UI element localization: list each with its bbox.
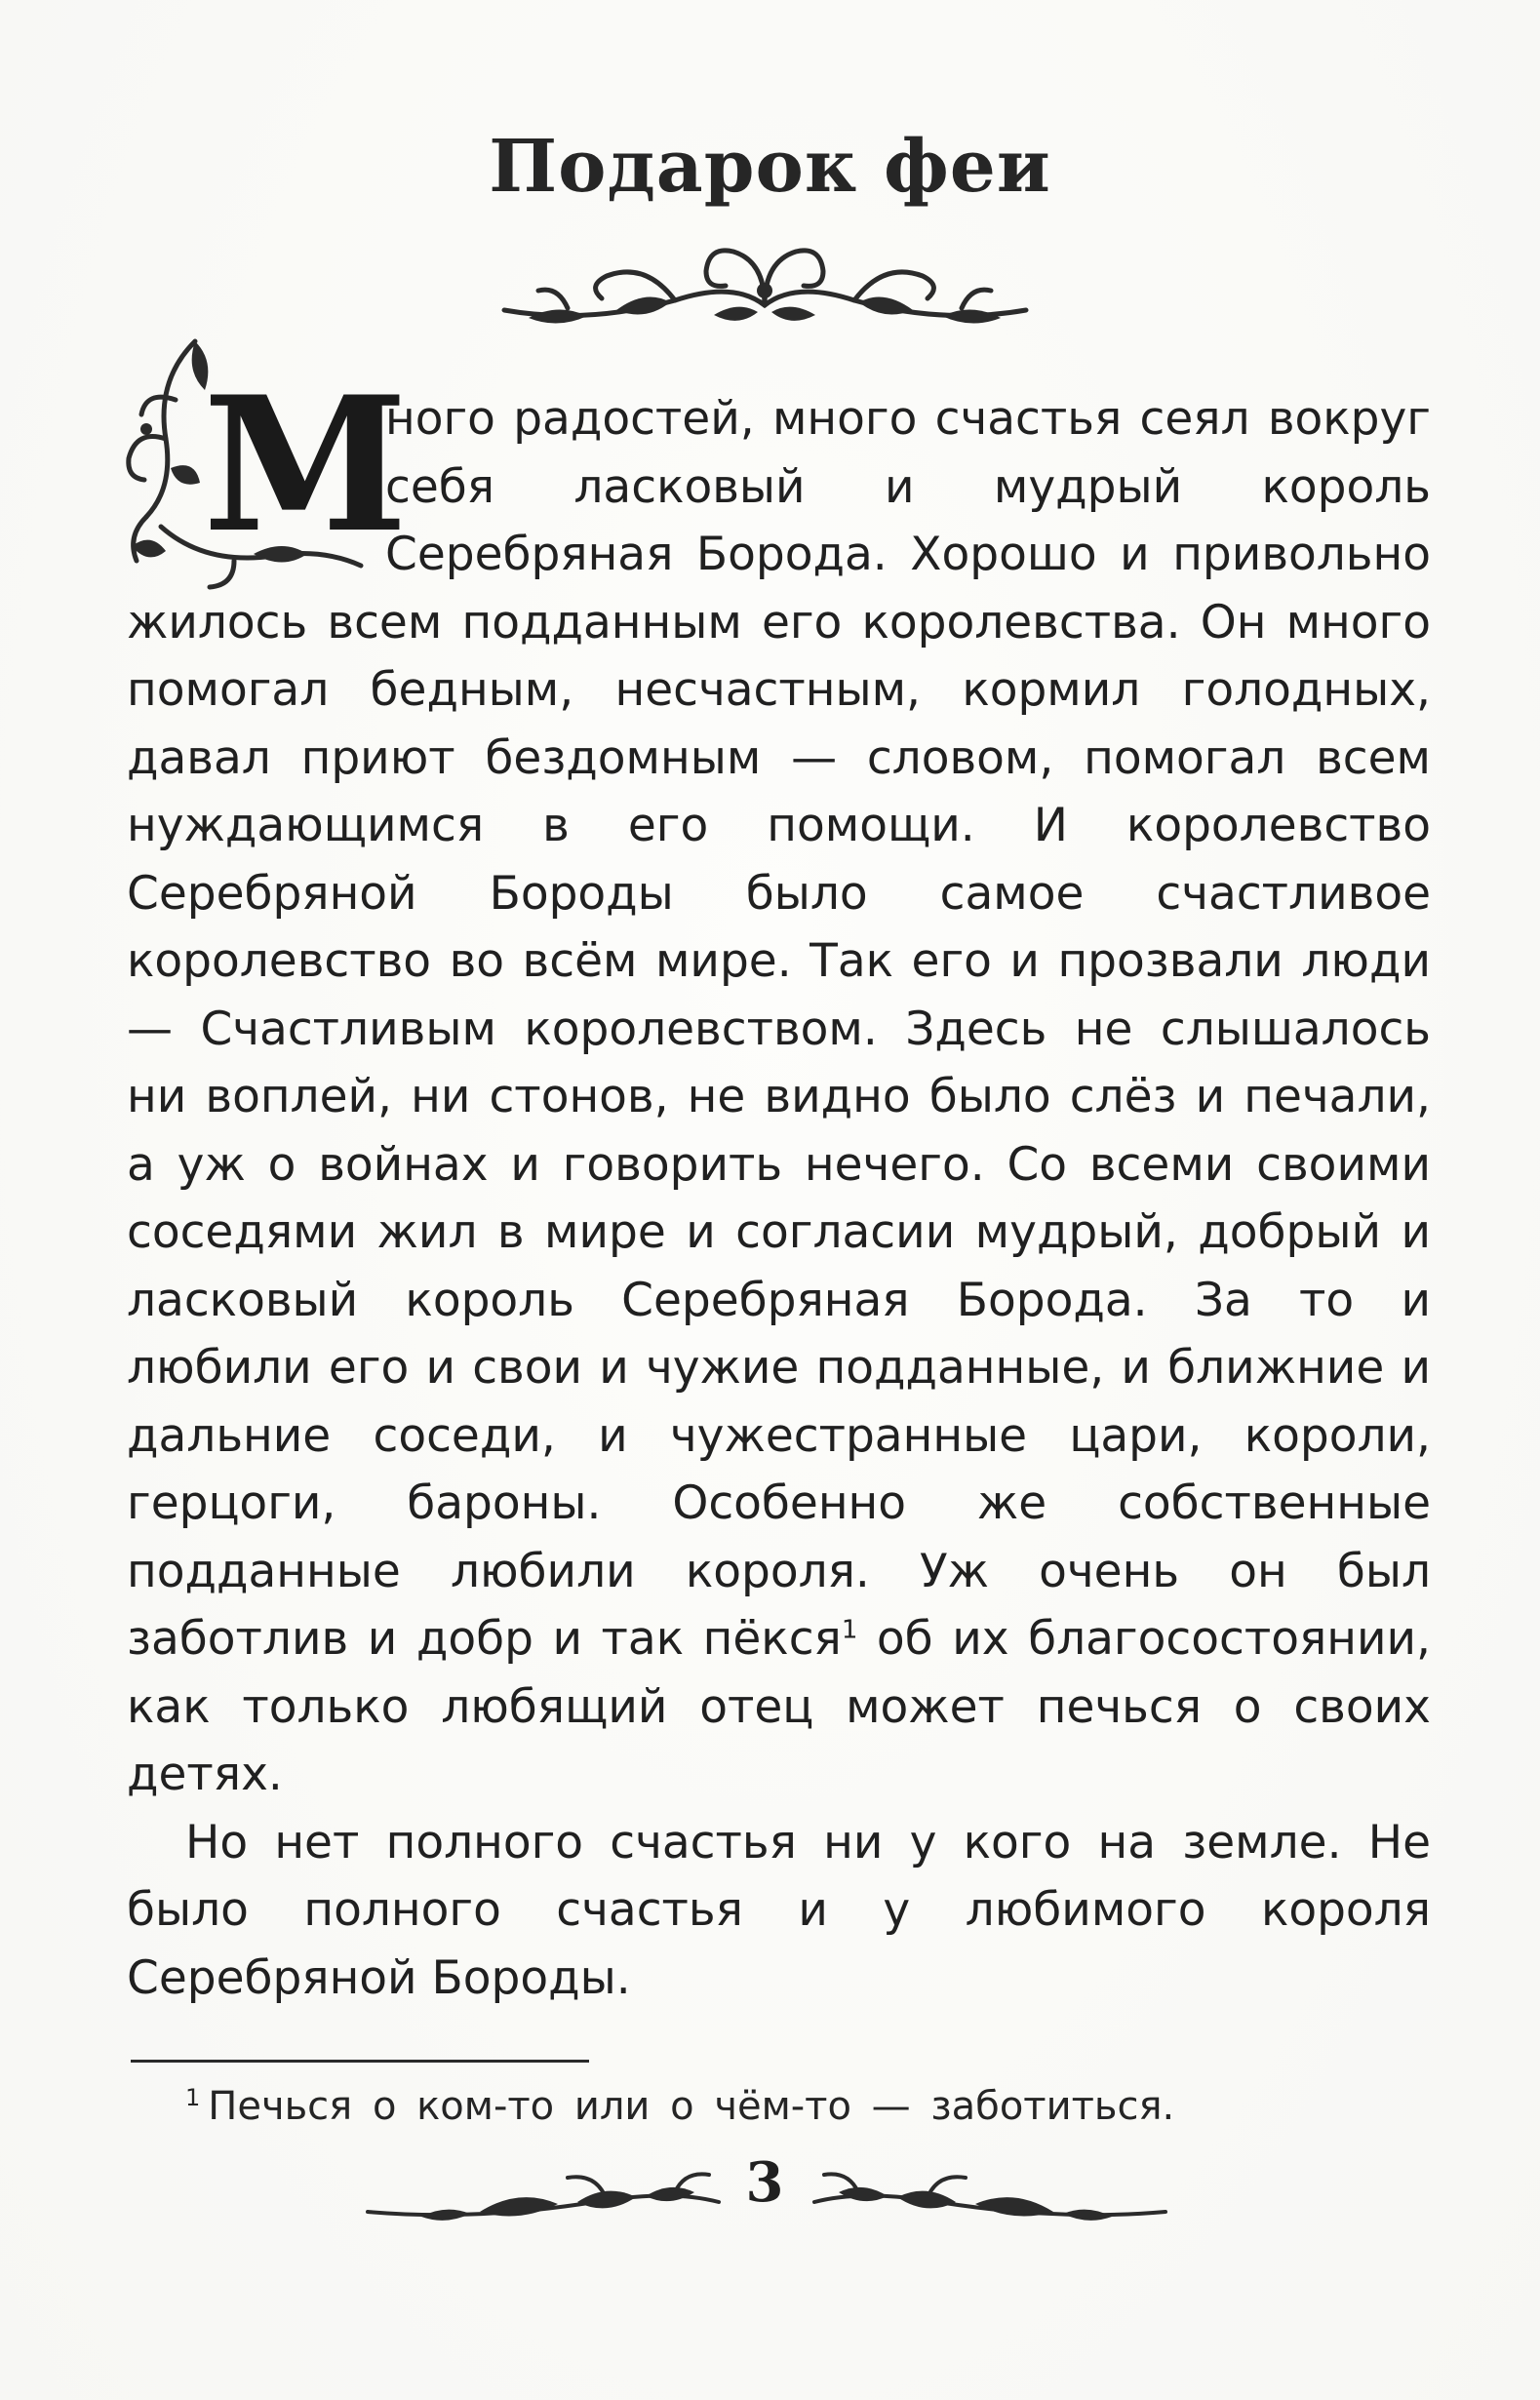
footnote-text: Печься о ком-то или о чём-то — заботиться. bbox=[208, 2084, 1175, 2129]
chapter-title: Подарок феи bbox=[489, 125, 1051, 209]
drop-cap-letter: М bbox=[203, 356, 409, 573]
page-number: 3 bbox=[745, 2150, 784, 2215]
leaf-flourish-ornament-icon bbox=[809, 2163, 1170, 2231]
paragraph-1-text-b: об их благосостоянии, как только любящий отец может печься о своих детях. bbox=[127, 1612, 1431, 1801]
footnote-number: 1 bbox=[185, 2083, 201, 2111]
paragraph-1-text-a: ного радостей, много счастья сеял вокруг себя ласковый и мудрый король Серебряная Борода. Хорошо и привольно жилось всем подданным его королевства. Он много помогал бедным, несчастным, кормил голодных, давал приют бездомным — словом, помогал всем нуждающимся в его помощи. И королевство Серебряной Бороды было самое счастливое королевство во всём мире. Так его и прозвали люди — Счастливым королевством. Здесь не слышалось ни воплей, ни стонов, не видно было слёз и печали, а уж о войнах и говорить нечего. Со всеми своими соседями жил в мире и согласии мудрый, добрый и ласковый король Серебряная Борода. За то и любили его и свои и чужие подданные, и ближние и дальние соседи, и чужестранные цари, короли, герцоги, бароны. Особенно же собственные подданные любили короля. Уж очень он был заботлив и добр и так пёкся bbox=[127, 392, 1431, 1666]
story-text bbox=[127, 356, 1431, 2012]
footnote-reference[interactable]: 1 bbox=[841, 1615, 858, 1645]
leaf-flourish-ornament-icon bbox=[363, 2163, 724, 2231]
scroll-ornament-icon bbox=[499, 232, 1031, 339]
paragraph-1 bbox=[127, 356, 1431, 1809]
footnote bbox=[185, 2079, 1307, 2134]
footnote-separator bbox=[131, 2060, 589, 2063]
drop-cap-block bbox=[117, 356, 409, 573]
paragraph-2: Но нет полного счастья ни у кого на земле. Не было полного счастья и у любимого короля Серебряной Бороды. bbox=[127, 1815, 1431, 2005]
